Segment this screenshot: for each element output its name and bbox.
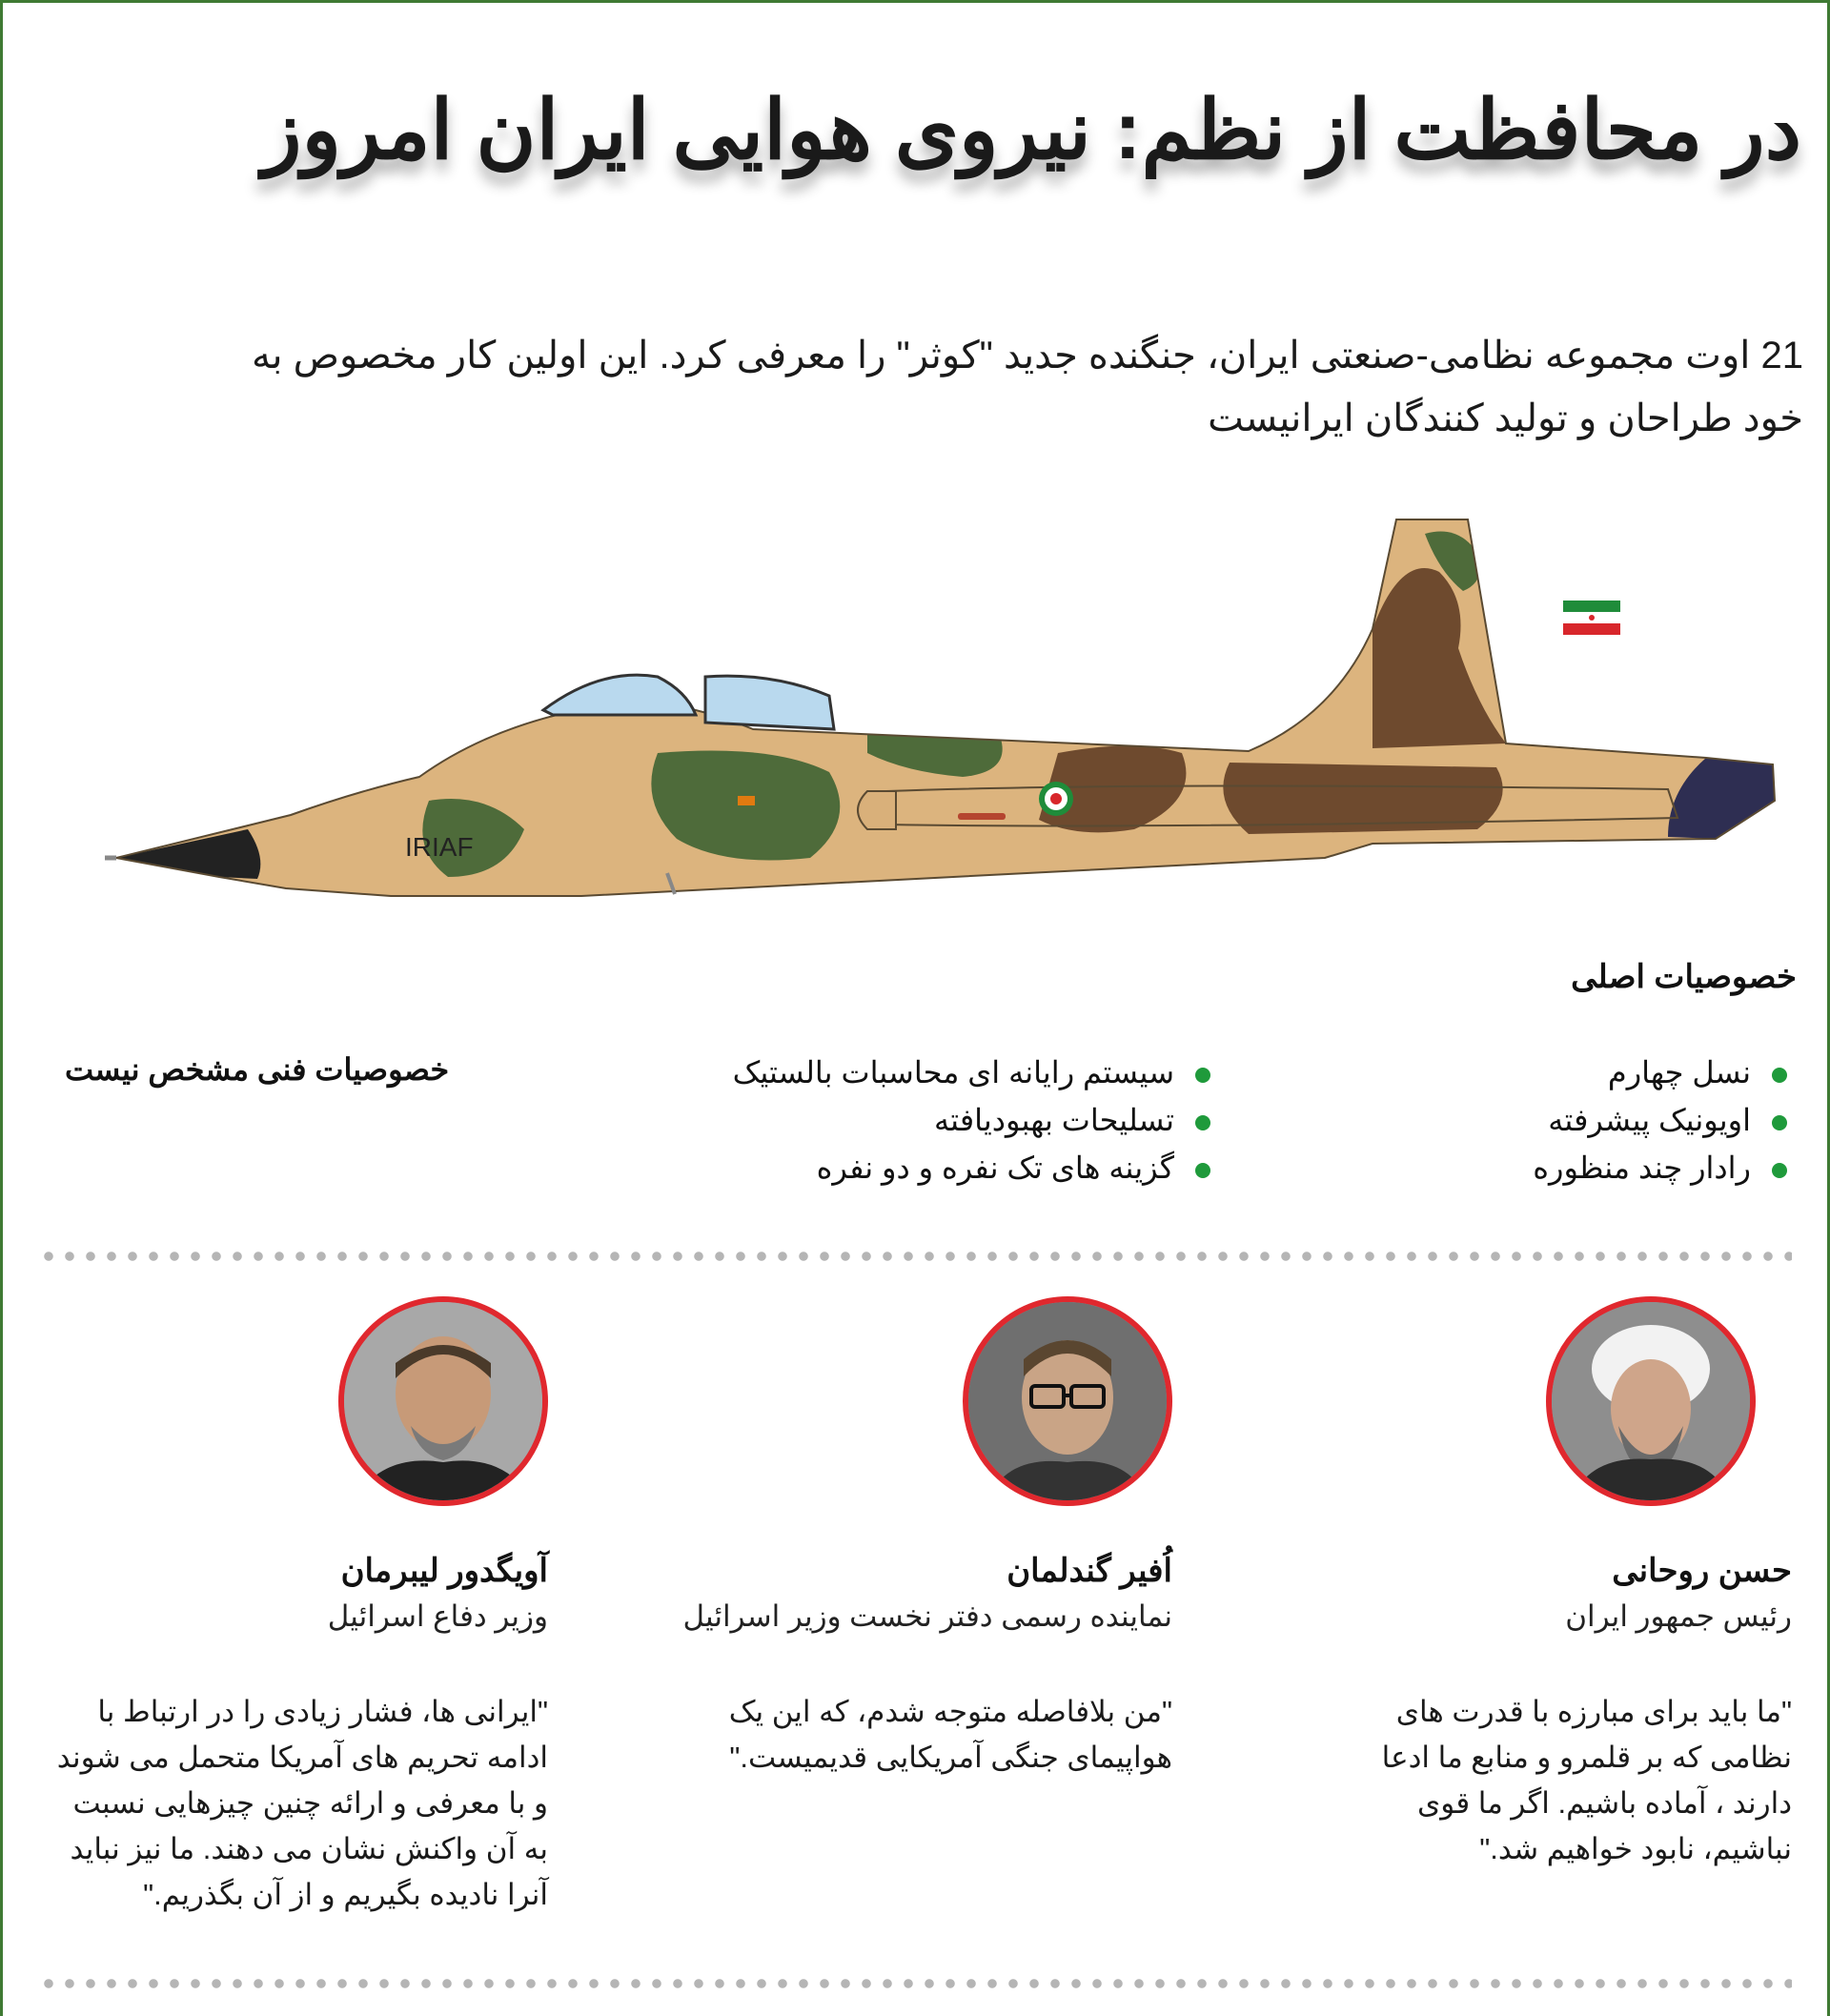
portrait-lieberman-icon xyxy=(344,1302,542,1500)
quote-line: ادامه تحریم های آمریکا متحمل می شوند xyxy=(56,1741,548,1774)
list-item xyxy=(1533,1144,1787,1191)
list-item xyxy=(1533,1096,1787,1144)
red-stripe-marking xyxy=(958,813,1006,820)
person-role: وزیر دفاع اسرائیل xyxy=(327,1599,548,1633)
avatar xyxy=(1546,1296,1756,1506)
intro-line-1: 21 اوت مجموعه نظامی-صنعتی ایران، جنگنده جدید "کوثر" را معرفی کرد. این اولین کار مخصوص به xyxy=(251,335,1803,377)
quote-line: نباشیم، نابود خواهیم شد." xyxy=(1479,1832,1792,1865)
list-item xyxy=(1533,1049,1787,1096)
features-column-2 xyxy=(733,1049,1210,1191)
bullet-icon xyxy=(1772,1163,1787,1178)
feature-label: اویونیک پیشرفته xyxy=(1548,1103,1751,1137)
quote-line: به آن واکنش نشان می دهند. ما نیز نباید xyxy=(70,1832,548,1865)
quote-line: آنرا نادیده بگیریم و از آن بگذریم." xyxy=(143,1878,548,1911)
orange-marking xyxy=(738,796,755,805)
no-specs-note: خصوصیات فنی مشخص نیست xyxy=(65,1052,450,1087)
dotted-divider-bottom xyxy=(38,1978,1792,1989)
person-quote xyxy=(677,1689,1172,1781)
camo-base xyxy=(105,515,1801,915)
person-role: نماینده رسمی دفتر نخست وزیر اسرائیل xyxy=(682,1599,1172,1633)
portrait-rouhani-icon xyxy=(1552,1302,1750,1500)
list-item xyxy=(733,1096,1210,1144)
person-name: حسن روحانی xyxy=(1612,1553,1792,1589)
bullet-icon xyxy=(1195,1115,1210,1130)
person-name: اُفیر گندلمان xyxy=(1006,1553,1172,1589)
dotted-divider xyxy=(38,1251,1792,1262)
person-quote xyxy=(1353,1689,1792,1872)
fighter-jet-illustration xyxy=(105,515,1801,915)
list-item xyxy=(733,1144,1210,1191)
person-role: رئیس جمهور ایران xyxy=(1565,1599,1792,1633)
canopy-front xyxy=(543,675,696,715)
quote-line: "من بلافاصله متوجه شدم، که این یک xyxy=(728,1695,1172,1728)
quote-line: و با معرفی و ارائه چنین چیزهایی نسبت xyxy=(72,1786,548,1820)
avatar xyxy=(963,1296,1172,1506)
person-quote xyxy=(33,1689,548,1918)
quote-line: دارند ، آماده باشیم. اگر ما قوی xyxy=(1417,1786,1792,1820)
bullet-icon xyxy=(1195,1163,1210,1178)
quote-line: "ما باید برای مبارزه با قدرت های xyxy=(1395,1695,1792,1728)
features-column-1 xyxy=(1533,1049,1787,1191)
intro-line-2: خود طراحان و تولید کنندگان ایرانیست xyxy=(1208,397,1803,439)
page-title: در محافظت از نظم: نیروی هوایی ایران امروز xyxy=(261,85,1801,176)
features-heading: خصوصیات اصلی xyxy=(1571,959,1797,995)
person-name: آویگدور لیبرمان xyxy=(340,1553,548,1589)
quote-line: هواپیمای جنگی آمریکایی قدیمیست." xyxy=(729,1741,1172,1774)
iran-flag-icon xyxy=(1563,601,1620,635)
air-intake xyxy=(858,791,896,829)
intro-text xyxy=(76,324,1803,450)
quote-line: نظامی که بر قلمرو و منابع ما ادعا xyxy=(1381,1741,1792,1774)
bullet-icon xyxy=(1195,1068,1210,1083)
feature-label: رادار چند منظوره xyxy=(1533,1151,1751,1185)
bullet-icon xyxy=(1772,1068,1787,1083)
aircraft-marking-label: IRIAF xyxy=(405,832,474,862)
canopy-rear xyxy=(705,676,834,729)
roundel-center xyxy=(1050,793,1062,804)
feature-label: سیستم رایانه ای محاسبات بالستیک xyxy=(732,1055,1174,1089)
list-item xyxy=(733,1049,1210,1096)
bullet-icon xyxy=(1772,1115,1787,1130)
feature-label: نسل چهارم xyxy=(1607,1055,1751,1089)
feature-label: گزینه های تک نفره و دو نفره xyxy=(816,1151,1174,1185)
feature-label: تسلیحات بهبودیافته xyxy=(934,1103,1174,1137)
quote-line: "ایرانی ها، فشار زیادی را در ارتباط با xyxy=(97,1695,548,1728)
avatar xyxy=(338,1296,548,1506)
portrait-gendelman-icon xyxy=(968,1302,1167,1500)
